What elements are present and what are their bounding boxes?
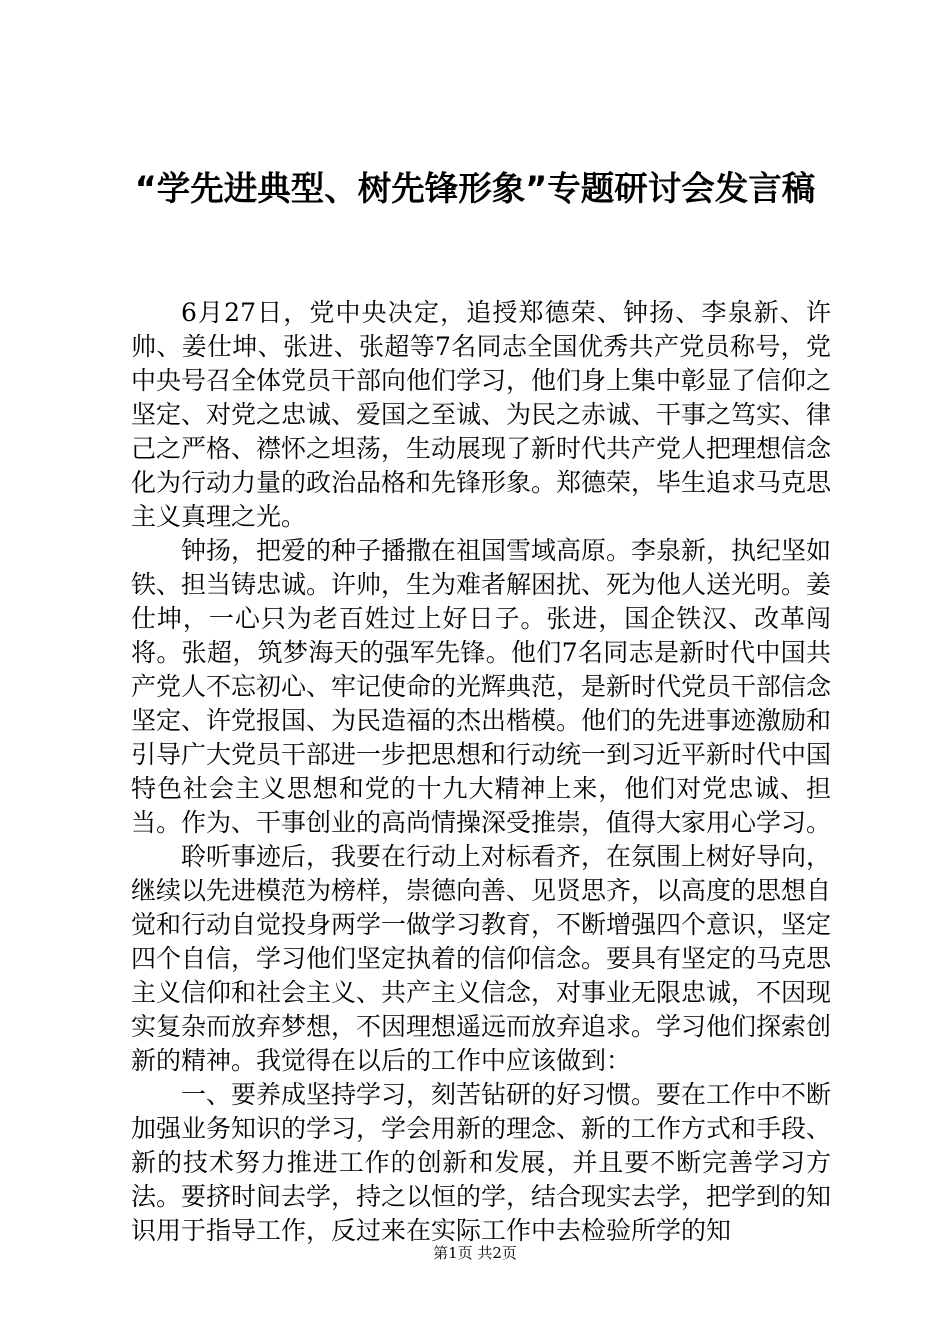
paragraph-2: 钟扬，把爱的种子播撒在祖国雪域高原。李泉新，执纪坚如铁、担当铸忠诚。许帅，生为难者解困扰、死为他人送光明。姜仕坤，一心只为老百姓过上好日子。张进，国企铁汉、改革闯将。张超，筑梦海天的强军先锋。他们7名同志是新时代中国共产党人不忘初心、牢记使命的光辉典范，是新时代党员干部信念坚定、许党报国、为民造福的杰出楷模。他们的先进事迹激励和引导广大党员干部进一步把思想和行动统一到习近平新时代中国特色社会主义思想和党的十九大精神上来，他们对党忠诚、担当。作为、干事创业的高尚情操深受推崇，值得大家用心学习。 [131, 536, 832, 837]
document-body [131, 296, 831, 1248]
document-title: “学先进典型、树先锋形象”专题研讨会发言稿 [134, 169, 816, 208]
paragraph-4: 一、要养成坚持学习，刻苦钻研的好习惯。要在工作中不断加强业务知识的学习，学会用新的理念、新的工作方式和手段、新的技术努力推进工作的创新和发展，并且要不断完善学习方法。要挤时间去学，持之以恒的学，结合现实去学，把学到的知识用于指导工作，反过来在实际工作中去检验所学的知 [131, 1080, 832, 1245]
paragraph-3: 聆听事迹后，我要在行动上对标看齐，在氛围上树好导向，继续以先进模范为榜样，崇德向善、见贤思齐，以高度的思想自觉和行动自觉投身两学一做学习教育，不断增强四个意识，坚定四个自信，学习他们坚定执着的信仰信念。要具有坚定的马克思主义信仰和社会主义、共产主义信念，对事业无限忠诚，不因现实复杂而放弃梦想，不因理想遥远而放弃追求。学习他们探索创新的精神。我觉得在以后的工作中应该做到： [131, 842, 832, 1075]
paragraph-1: 6月27日，党中央决定，追授郑德荣、钟扬、李泉新、许帅、姜仕坤、张进、张超等7名同志全国优秀共产党员称号，党中央号召全体党员干部向他们学习，他们身上集中彰显了信仰之坚定、对党之忠诚、爱国之至诚、为民之赤诚、干事之笃实、律己之严格、襟怀之坦荡，生动展现了新时代共产党人把理想信念化为行动力量的政治品格和先锋形象。郑德荣，毕生追求马克思主义真理之光。 [131, 298, 832, 531]
page-footer: 第1页 共2页 [433, 1244, 517, 1262]
